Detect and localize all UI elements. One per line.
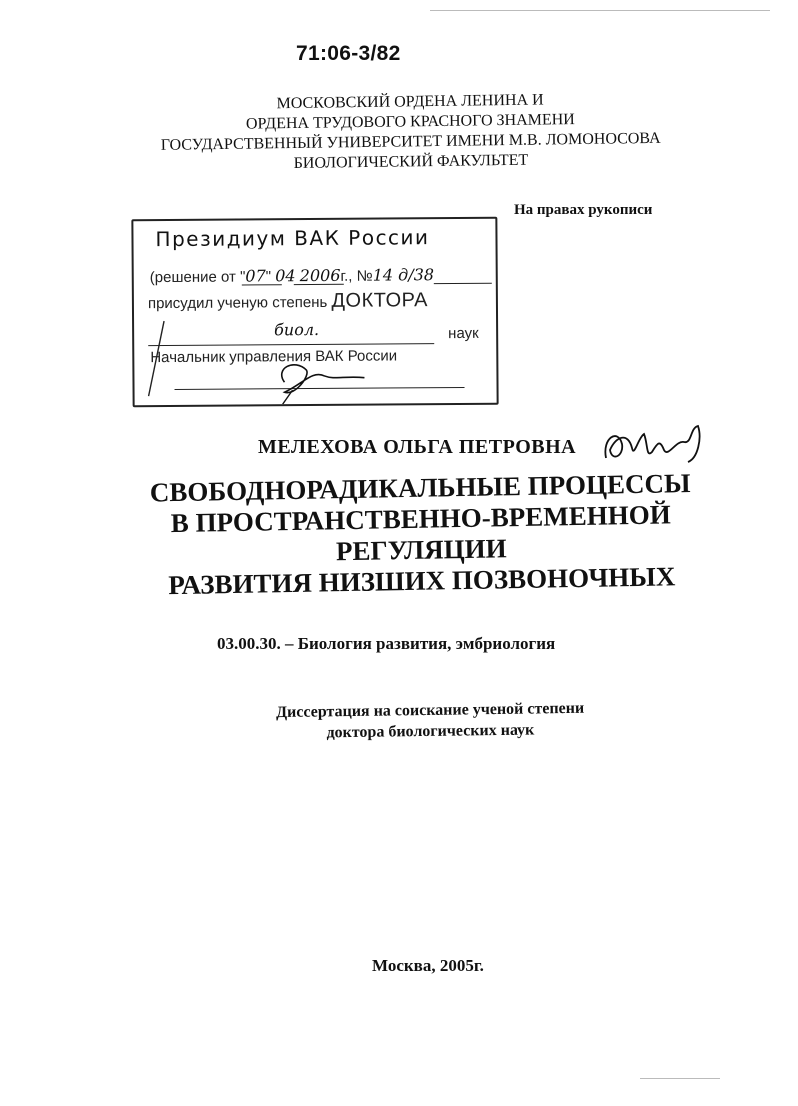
title-line: В ПРОСТРАНСТВЕННО-ВРЕМЕННОЙ	[170, 499, 671, 539]
degree-line: доктора биологических наук	[326, 721, 535, 742]
title-line: РАЗВИТИЯ НИЗШИХ ПОЗВОНОЧНЫХ	[168, 561, 676, 601]
vak-stamp	[131, 217, 498, 408]
stamp-title: Президиум ВАК России	[155, 225, 430, 252]
decision-day: 07	[245, 266, 266, 286]
decision-month: 04	[275, 266, 296, 286]
institution-line: ГОСУДАРСТВЕННЫЙ УНИВЕРСИТЕТ ИМЕНИ М.В. ЛОМОНОСОВА	[160, 129, 661, 154]
scan-line-bottom	[640, 1078, 720, 1079]
degree-text: ДОКТОРА	[331, 289, 429, 312]
stamp-head-line: Начальник управления ВАК России	[150, 347, 398, 367]
author-name: МЕЛЕХОВА ОЛЬГА ПЕТРОВНА	[258, 436, 577, 458]
decision-prefix: (решение от "	[149, 268, 246, 287]
specialty: 03.00.30. – Биология развития, эмбриология	[217, 634, 556, 653]
institution-header	[150, 89, 671, 176]
awarded-text: присудил ученую степень	[147, 293, 328, 313]
title-line: РЕГУЛЯЦИИ	[335, 533, 507, 567]
degree-line: Диссертация на соискание ученой степени	[275, 699, 585, 722]
institution-line: МОСКОВСКИЙ ОРДЕНА ЛЕНИНА И	[276, 91, 544, 113]
institution-line: ОРДЕНА ТРУДОВОГО КРАСНОГО ЗНАМЕНИ	[245, 111, 575, 133]
scan-line-top	[430, 10, 770, 11]
decision-year: 2006	[299, 265, 341, 286]
city-year: Москва, 2005г.	[372, 956, 484, 975]
author-signature	[598, 418, 708, 470]
institution-line: БИОЛОГИЧЕСКИЙ ФАКУЛЬТЕТ	[293, 151, 529, 172]
field-handwritten: биол.	[274, 319, 320, 340]
decision-sep: "	[265, 268, 272, 286]
field-suffix: наук	[448, 324, 479, 343]
library-code: 71:06-3/82	[296, 42, 401, 65]
decision-number: 14 д/38	[372, 265, 435, 285]
manuscript-rights: На правах рукописи	[514, 202, 653, 218]
degree-statement	[210, 697, 651, 745]
title-line: СВОБОДНОРАДИКАЛЬНЫЕ ПРОЦЕССЫ	[149, 468, 691, 508]
decision-num-prefix: г., №	[340, 267, 373, 285]
dissertation-title	[120, 468, 722, 602]
stamp-signature	[133, 219, 496, 406]
